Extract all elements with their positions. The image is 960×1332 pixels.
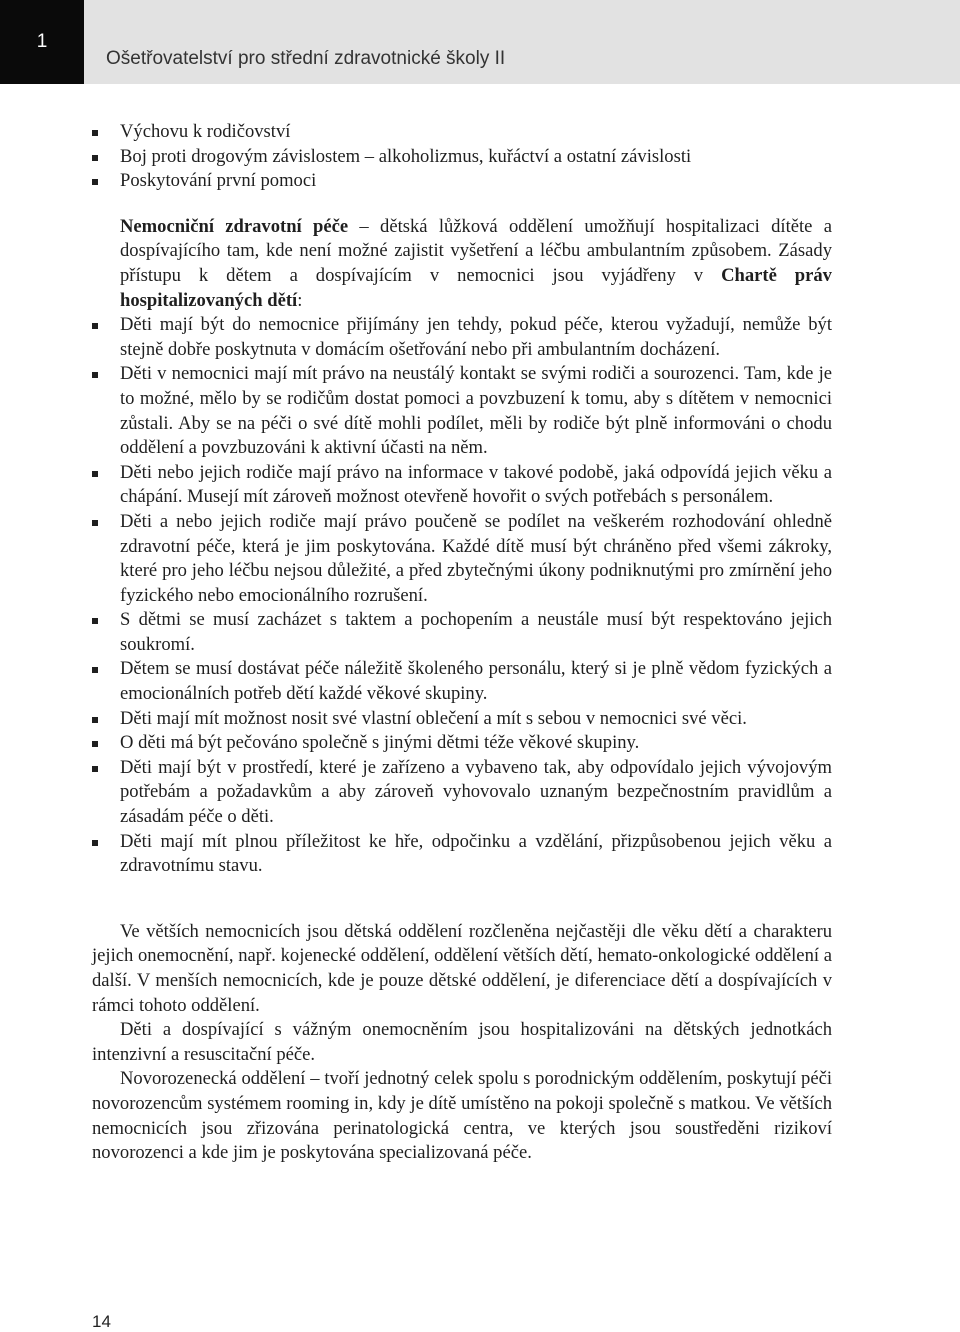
top-bullet-list: [120, 120, 832, 194]
body-paragraph: Děti a dospívající s vážným onemocněním jsou hospitalizováni na dětských jednotkách intenzivní a resuscitační péče.: [92, 1019, 832, 1065]
running-header: [0, 0, 960, 84]
charter-bullet-list: [120, 313, 832, 879]
charter-item: Děti nebo jejich rodiče mají právo na informace v takové podobě, jaká odpovídá jejich věku a chápání. Musejí mít zároveň možnost otevřeně hovořit o svých potřebách s personálem.: [120, 461, 832, 510]
charter-item: S dětmi se musí zacházet s taktem a pochopením a neustále musí být respektováno jejich soukromí.: [120, 608, 832, 657]
intro-lead-term: Nemocniční zdravotní péče: [120, 215, 349, 237]
charter-item: Děti mají být do nemocnice přijímány jen tehdy, pokud péče, kterou vyžadují, nemůže být stejně dobře poskytnuta v domácím ošetřování nebo při ambulantním docházení.: [120, 313, 832, 362]
intro-colon: :: [297, 289, 303, 311]
charter-item: Děti mají být v prostředí, které je zařízeno a vybaveno tak, aby odpovídalo jejich vývojovým potřebám a požadavkům a aby zároveň vyhovovalo uznaným bezpečnostním pravidlům a zásadám péče o děti.: [120, 756, 832, 830]
page-number: 14: [92, 1312, 111, 1331]
charter-item: Děti mají mít možnost nosit své vlastní oblečení a mít s sebou v nemocnici své věci.: [120, 707, 832, 732]
list-item: Výchovu k rodičovství: [120, 120, 832, 145]
list-item: Poskytování první pomoci: [120, 169, 832, 194]
chapter-number: 1: [0, 0, 84, 84]
charter-title: Chartě práv hospitalizovaných dětí: [120, 264, 832, 311]
intro-text: – dětská lůžková oddělení umožňují hospitalizaci dítěte a dospívajícího tam, kde není možné zajistit vyšetření a léčbu ambulantním způsobem. Zásady přístupu k dětem a dospívajícím v nemocnici jsou vyjádřeny v: [120, 215, 832, 286]
running-header-title: Ošetřovatelství pro střední zdravotnické školy II: [106, 48, 506, 69]
intro-paragraph: [120, 215, 832, 313]
page-body: [92, 120, 832, 1166]
charter-item: O děti má být pečováno společně s jinými dětmi téže věkové skupiny.: [120, 731, 832, 756]
charter-item: Dětem se musí dostávat péče náležitě školeného personálu, který si je plně vědom fyzických a emocionálních potřeb dětí každé věkové skupiny.: [120, 657, 832, 706]
body-paragraph: Ve větších nemocnicích jsou dětská oddělení rozčleněna nejčastěji dle věku dětí a charakteru jejich onemocnění, např. kojenecké oddělení, oddělení větších dětí, hemato-onkologické oddělení a další. V menších nemocnicích, kde je pouze dětské oddělení, je diferenciace dětí a dospívajících v rámci tohoto oddělení.: [92, 920, 832, 1016]
body-paragraphs: [92, 920, 832, 1166]
charter-item: Děti v nemocnici mají mít právo na neustálý kontakt se svými rodiči a sourozenci. Tam, kde je to možné, mělo by se rodičům dostat pomoci a povzbuzení k tomu, aby s dítětem v nemocnici zůstali. Aby se na péči o své dítě mohli podílet, měli by rodiče být plně informováni o chodu oddělení a povzbuzováni k aktivní účasti na něm.: [120, 362, 832, 460]
list-item: Boj proti drogovým závislostem – alkoholizmus, kuřáctví a ostatní závislosti: [120, 145, 832, 170]
charter-item: Děti mají mít plnou příležitost ke hře, odpočinku a vzdělání, přizpůsobenou jejich věku a zdravotnímu stavu.: [120, 830, 832, 879]
charter-item: Děti a nebo jejich rodiče mají právo poučeně se podílet na veškerém rozhodování ohledně zdravotní péče, která je jim poskytována. Každé dítě musí být chráněno před všemi zákroky, které pro jeho léčbu nejsou důležité, a před zbytečnými úkony podniknutými pro zmírnění jeho fyzického nebo emocionálního rozrušení.: [120, 510, 832, 608]
body-paragraph: Novorozenecká oddělení – tvoří jednotný celek spolu s porodnickým oddělením, poskytují péči novorozencům systémem rooming in, kdy je dítě umístěno na pokoji společně s matkou. Ve větších nemocnicích jsou zřizována perinatologická centra, ve kterých jsou soustředěni rizikoví novorozenci a kde jim je poskytována specializovaná péče.: [92, 1068, 832, 1164]
